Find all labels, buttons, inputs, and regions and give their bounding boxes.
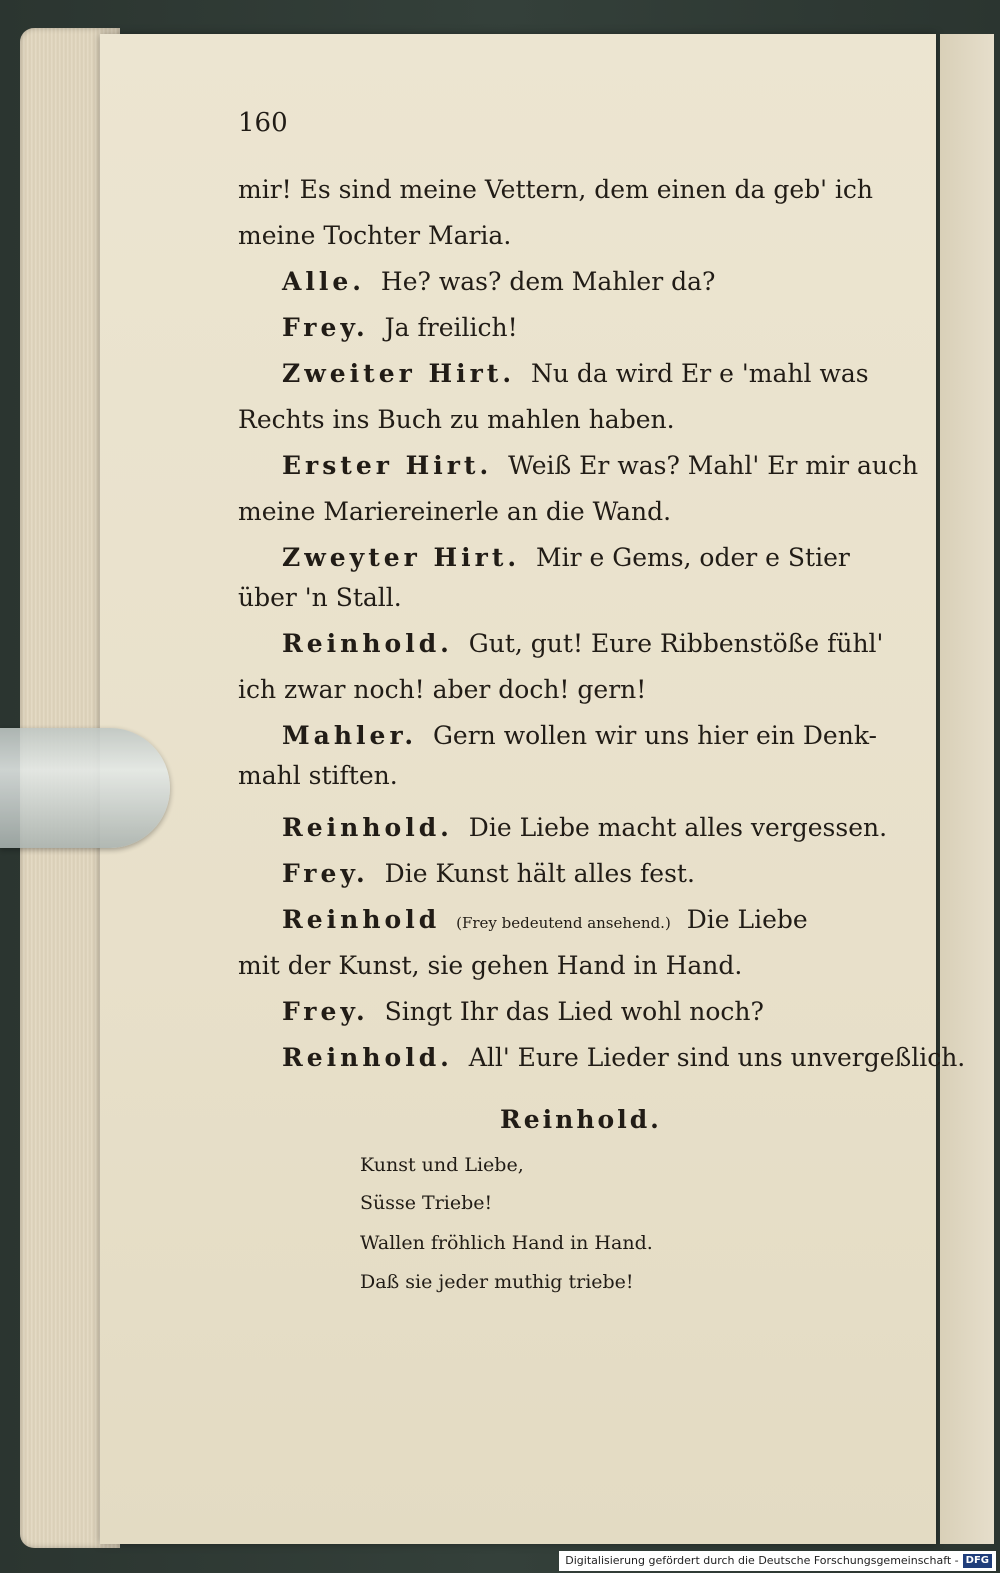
next-page-edge (940, 34, 994, 1544)
speaker-name: Reinhold. (282, 1043, 453, 1072)
dialogue-line: Zweiter Hirt. Nu da wird Er e 'mahl was (282, 359, 869, 388)
text-line: mit der Kunst, sie gehen Hand in Hand. (238, 951, 743, 980)
dialogue-line: Reinhold. Gut, gut! Eure Ribbenstöße fühl' (282, 629, 884, 658)
text-line: meine Mariereinerle an die Wand. (238, 497, 672, 526)
speaker-name: Alle. (282, 267, 366, 296)
dialogue-line: Reinhold (Frey bedeutend ansehend.) Die Liebe (282, 905, 808, 934)
dialogue-line: Reinhold. All' Eure Lieder sind uns unvergeßlich. (282, 1043, 966, 1072)
text-line: Rechts ins Buch zu mahlen haben. (238, 405, 675, 434)
dialogue-line: Frey. Die Kunst hält alles fest. (282, 859, 695, 888)
speaker-name: Frey. (282, 859, 369, 888)
page-holder-tab (0, 728, 170, 848)
dialogue-line: Erster Hirt. Weiß Er was? Mahl' Er mir auch (282, 451, 919, 480)
speaker-name: Reinhold. (282, 629, 453, 658)
speaker-name: Zweiter Hirt. (282, 359, 516, 388)
speaker-name: Mahler. (282, 721, 418, 750)
text-line: mahl stiften. (238, 761, 398, 790)
text-line: über 'n Stall. (238, 583, 402, 612)
speaker-name: Reinhold. (282, 813, 453, 842)
speaker-name: Reinhold (282, 905, 441, 934)
speaker-name: Frey. (282, 313, 369, 342)
song-heading: Reinhold. (500, 1105, 662, 1134)
dialogue-line: Frey. Ja freilich! (282, 313, 518, 342)
text-line: mir! Es sind meine Vettern, dem einen da geb' ich (238, 175, 874, 204)
text-line: ich zwar noch! aber doch! gern! (238, 675, 647, 704)
dialogue-line: Mahler. Gern wollen wir uns hier ein Denk- (282, 721, 877, 750)
speaker-name: Erster Hirt. (282, 451, 493, 480)
dfg-logo-icon: DFG (963, 1554, 992, 1568)
page-number: 160 (238, 108, 288, 138)
dialogue-line: Frey. Singt Ihr das Lied wohl noch? (282, 997, 764, 1026)
speaker-name: Frey. (282, 997, 369, 1026)
song-verse: Wallen fröhlich Hand in Hand. (360, 1232, 653, 1254)
footer-text: Digitalisierung gefördert durch die Deutsche Forschungsgemeinschaft - (565, 1554, 959, 1567)
text-line: meine Tochter Maria. (238, 221, 512, 250)
song-verse: Daß sie jeder muthig triebe! (360, 1271, 634, 1293)
book-page (100, 34, 936, 1544)
dialogue-line: Alle. He? was? dem Mahler da? (282, 267, 716, 296)
song-verse: Kunst und Liebe, (360, 1154, 524, 1176)
footer-credit (559, 1551, 996, 1571)
song-verse: Süsse Triebe! (360, 1192, 493, 1214)
dialogue-line: Reinhold. Die Liebe macht alles vergessen. (282, 813, 888, 842)
speaker-name: Zweyter Hirt. (282, 543, 521, 572)
dialogue-line: Zweyter Hirt. Mir e Gems, oder e Stier (282, 543, 850, 572)
stage-direction: (Frey bedeutend ansehend.) (456, 914, 671, 932)
